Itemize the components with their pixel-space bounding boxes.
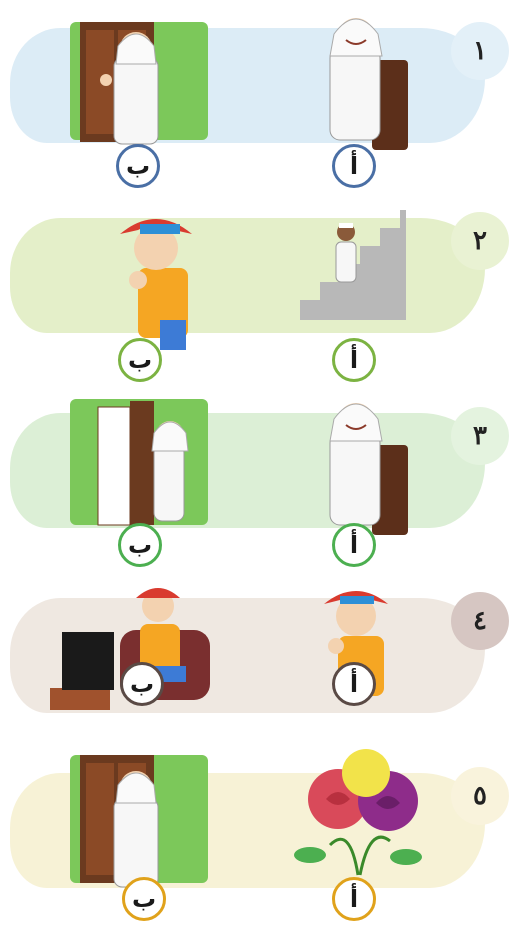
option-b-label[interactable]: ب xyxy=(122,877,166,921)
option-a-label[interactable]: أ xyxy=(332,877,376,921)
option-b-picture[interactable] xyxy=(70,0,210,150)
boy-on-chair-illustration xyxy=(300,385,420,535)
boy-at-door-illustration xyxy=(70,0,210,150)
item-number: ٣ xyxy=(451,407,509,465)
option-b-label[interactable]: ب xyxy=(118,338,162,382)
roses-illustration xyxy=(290,745,440,895)
boy-on-chair-illustration xyxy=(300,0,420,150)
item-number: ٤ xyxy=(451,592,509,650)
option-b-label[interactable]: ب xyxy=(120,662,164,706)
option-b-picture[interactable] xyxy=(100,190,210,340)
option-a-label[interactable]: أ xyxy=(332,523,376,567)
option-a-picture[interactable] xyxy=(290,745,440,895)
option-a-picture[interactable] xyxy=(300,385,420,535)
boy-on-stairs-illustration xyxy=(300,190,410,330)
option-a-picture[interactable] xyxy=(300,0,420,150)
option-a-label[interactable]: أ xyxy=(332,662,376,706)
exercise-item-1 xyxy=(0,0,515,180)
exercise-item-4 xyxy=(0,570,515,750)
item-number: ٢ xyxy=(451,212,509,270)
boy-opening-door-illustration xyxy=(70,385,210,535)
exercise-item-2 xyxy=(0,190,515,374)
boy-with-cap-illustration xyxy=(100,190,210,350)
background-band xyxy=(10,218,485,333)
boy-at-door-illustration xyxy=(70,745,210,895)
option-b-picture[interactable] xyxy=(70,745,210,895)
option-b-picture[interactable] xyxy=(70,385,210,535)
option-b-label[interactable]: ب xyxy=(116,144,160,188)
exercise-item-3 xyxy=(0,385,515,565)
item-number: ٥ xyxy=(451,767,509,825)
exercise-item-5 xyxy=(0,745,515,925)
item-number: ١ xyxy=(451,22,509,80)
option-a-label[interactable]: أ xyxy=(332,338,376,382)
option-b-label[interactable]: ب xyxy=(118,523,162,567)
option-a-label[interactable]: أ xyxy=(332,144,376,188)
option-a-picture[interactable] xyxy=(300,190,410,340)
